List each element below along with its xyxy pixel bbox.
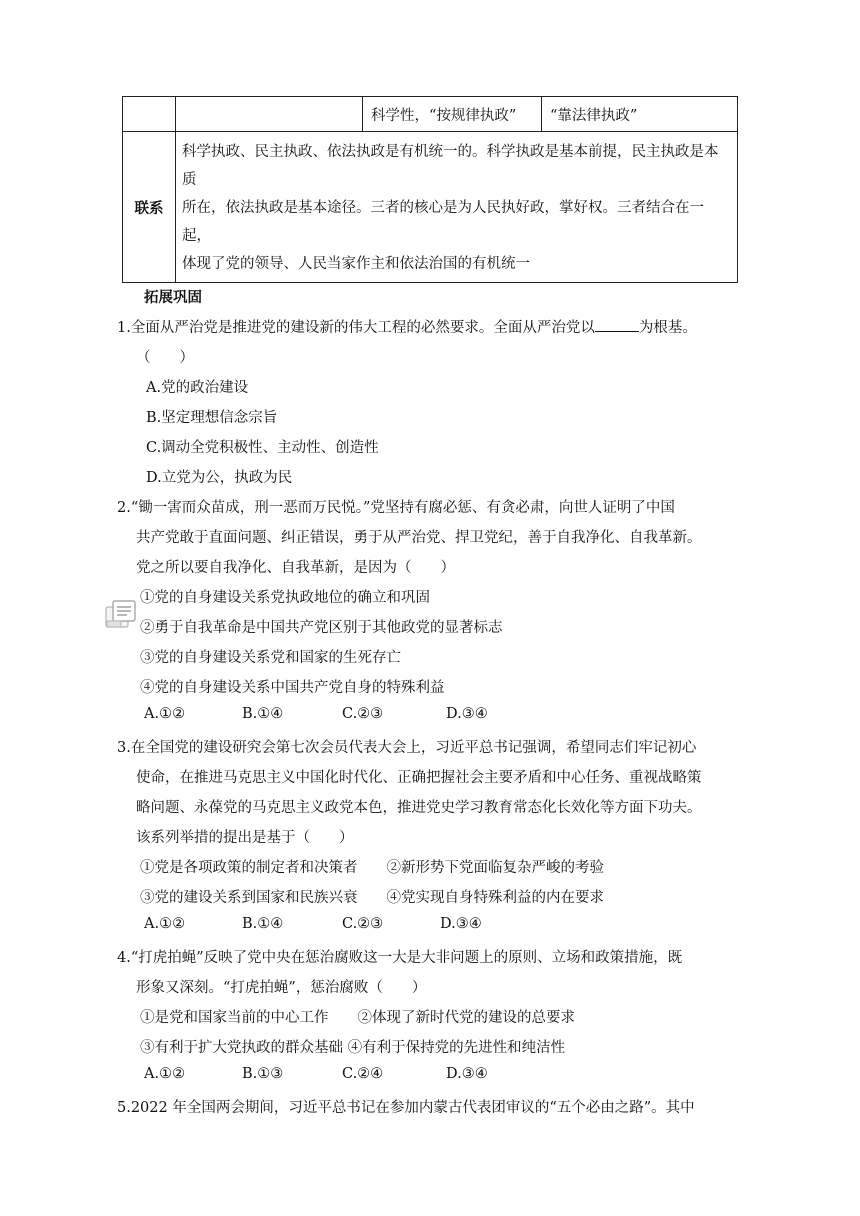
section-title: 拓展巩固 [144,289,202,306]
question-stem: 3.在全国党的建设研究会第七次会员代表大会上，习近平总书记强调，希望同志们牢记初心 [117,740,697,756]
question-stem: 使命，在推进马克思主义中国化时代化、正确把握社会主要矛盾和中心任务、重视战略策 [136,770,702,786]
table-cell [176,97,363,132]
option-c: C.调动全党积极性、主动性、创造性 [146,440,379,456]
option-a: A.党的政治建设 [146,380,249,396]
statement-item: ②勇于自我革命是中国共产党区别于其他政党的显著标志 [140,620,503,636]
option-a: A.①② [144,706,186,722]
option-b: B.①④ [242,916,284,932]
table-cell [123,97,176,132]
question-stem: 党之所以要自我净化、自我革新，是因为（ ） [136,560,455,576]
table-row [123,132,738,283]
question-stem: 2.“锄一害而众苗成，刑一恶而万民悦。”党坚持有腐必惩、有贪必肃，向世人证明了中国 [117,500,675,516]
statement-item: ①党的自身建设关系党执政地位的确立和巩固 [140,590,430,606]
option-c: C.②④ [342,1066,384,1082]
question-stem: 共产党敢于直面问题、纠正错误，勇于从严治党、捍卫党纪，善于自我净化、自我革新。 [136,530,702,546]
comparison-table [122,96,738,283]
statement-item: ①是党和国家当前的中心工作 ②体现了新时代党的建设的总要求 [140,1010,575,1026]
statement-item: ③党的自身建设关系党和国家的生死存亡 [140,650,401,666]
statement-item: ③党的建设关系到国家和民族兴衰 ④党实现自身特殊利益的内在要求 [140,890,604,906]
option-c: C.②③ [342,916,384,932]
statement-item: ①党是各项政策的制定者和决策者 ②新形势下党面临复杂严峻的考验 [140,860,604,876]
option-a: A.①② [144,916,186,932]
table-row [123,97,738,132]
cell-line: 体现了党的领导、人民当家作主和依法治国的有机统一 [182,256,530,272]
table-cell: 科学性，“按规律执政” [363,97,542,132]
option-b: B.①④ [242,706,284,722]
statement-item: ③有利于扩大党执政的群众基础 ④有利于保持党的先进性和纯洁性 [140,1040,566,1056]
table-cell: “靠法律执政” [542,97,738,132]
option-d: D.立党为公，执政为民 [146,470,293,486]
answer-bracket: （ ） [136,350,194,366]
question-stem: 4.“打虎拍蝇”反映了党中央在惩治腐败这一大是大非问题上的原则、立场和政策措施，既 [117,950,683,966]
question-stem: 1.全面从严治党是推进党的建设新的伟大工程的必然要求。全面从严治党以 为根基。 [117,316,697,337]
question-stem: 该系列举措的提出是基于（ ） [136,830,354,846]
table-cell [176,132,738,283]
question-stem: 略问题、永葆党的马克思主义政党本色，推进党史学习教育常态化长效化等方面下功夫。 [136,800,702,816]
option-a: A.①② [144,1066,186,1082]
option-c: C.②③ [342,706,384,722]
option-b: B.①③ [242,1066,284,1082]
row-header-lianxi: 联系 [123,132,176,283]
option-d: D.③④ [446,706,488,722]
cell-line: 所在，依法执政是基本途径。三者的核心是为人民执好政，掌好权。三者结合在一起， [182,200,704,244]
statement-item: ④党的自身建设关系中国共产党自身的特殊利益 [140,680,445,696]
option-d: D.③④ [446,1066,488,1082]
option-d: D.③④ [440,916,482,932]
option-b: B.坚定理想信念宗旨 [146,410,278,426]
cell-line: 科学执政、民主执政、依法执政是有机统一的。科学执政是基本前提，民主执政是本质 [182,144,719,188]
question-stem: 5.2022 年全国两会期间，习近平总书记在参加内蒙古代表团审议的“五个必由之路”。其中 [117,1100,695,1116]
document-stack-icon[interactable] [103,597,139,633]
answer-blank [595,317,639,332]
question-stem: 形象又深刻。“打虎拍蝇”，惩治腐败（ ） [136,980,427,996]
